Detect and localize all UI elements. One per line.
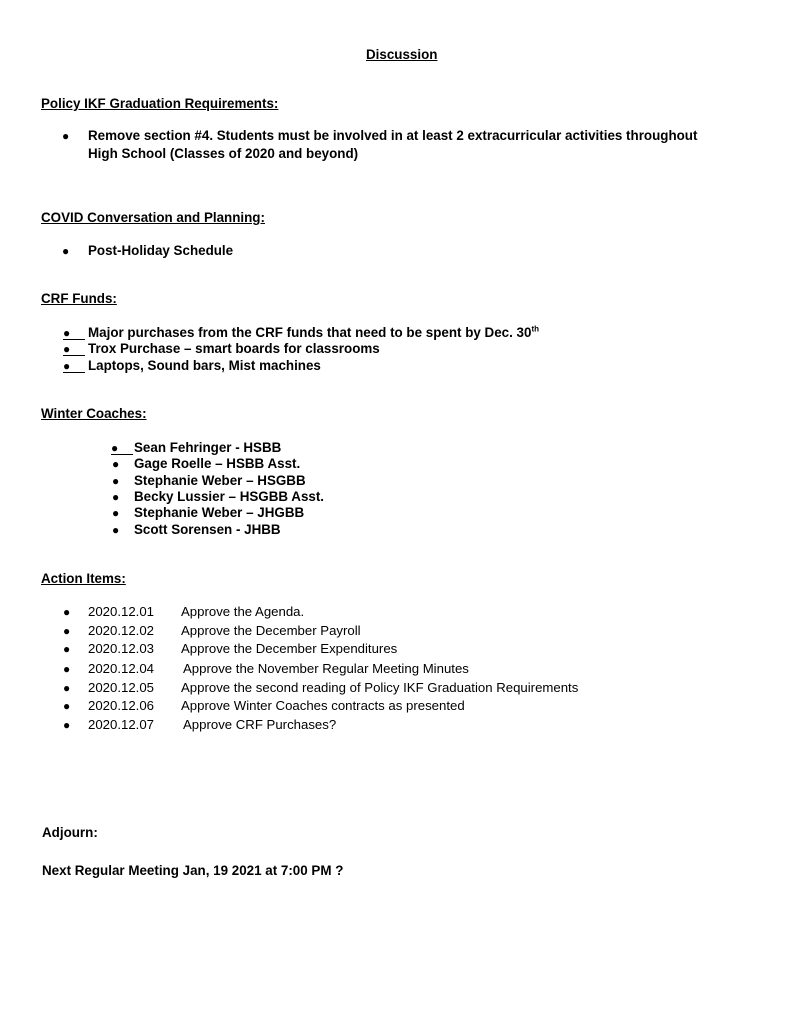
- coach-item: Becky Lussier – HSGBB Asst.: [134, 489, 325, 504]
- coach-item: Stephanie Weber – JHGBB: [134, 505, 305, 520]
- action-text: Approve Winter Coaches contracts as presented: [181, 698, 465, 713]
- bullet-icon: ●: [63, 605, 71, 619]
- crf-item: Trox Purchase – smart boards for classrooms: [88, 341, 380, 356]
- bullet-icon: ●: [111, 440, 133, 455]
- actions-heading: Action Items:: [41, 571, 126, 586]
- bullet-icon: ●: [63, 642, 71, 656]
- crf-item: [88, 325, 539, 341]
- bullet-icon: ●: [112, 490, 120, 504]
- bullet-icon: ●: [63, 325, 85, 340]
- action-code: 2020.12.03: [88, 641, 155, 656]
- bullet-icon: ●: [112, 457, 120, 471]
- action-text: Approve the Agenda.: [181, 604, 305, 619]
- next-meeting: Next Regular Meeting Jan, 19 2021 at 7:00 PM ?: [42, 863, 344, 878]
- bullet-icon: ●: [63, 681, 71, 695]
- action-text: Approve the December Expenditures: [181, 641, 398, 656]
- action-code: 2020.12.02: [88, 623, 155, 638]
- policy-item-cont: High School (Classes of 2020 and beyond): [88, 146, 359, 161]
- bullet-icon: ●: [112, 474, 120, 488]
- coaches-heading: Winter Coaches:: [41, 406, 147, 421]
- action-code: 2020.12.07: [88, 717, 155, 732]
- bullet-icon: ●: [63, 358, 85, 373]
- action-text: Approve the November Regular Meeting Minutes: [183, 661, 469, 676]
- bullet-icon: ●: [62, 129, 70, 143]
- coach-item: Stephanie Weber – HSGBB: [134, 473, 306, 488]
- action-code: 2020.12.06: [88, 698, 155, 713]
- action-text: Approve CRF Purchases?: [183, 717, 337, 732]
- bullet-icon: ●: [62, 244, 70, 258]
- coach-item: Gage Roelle – HSBB Asst.: [134, 456, 301, 471]
- bullet-icon: ●: [112, 506, 120, 520]
- action-code: 2020.12.05: [88, 680, 155, 695]
- action-code: 2020.12.04: [88, 661, 155, 676]
- bullet-icon: ●: [63, 718, 71, 732]
- crf-heading: CRF Funds:: [41, 291, 117, 306]
- crf-item-sup: th: [531, 324, 540, 334]
- covid-item: Post-Holiday Schedule: [88, 243, 234, 258]
- crf-item-text: Major purchases from the CRF funds that need to be spent by Dec. 30: [88, 325, 532, 340]
- bullet-icon: ●: [63, 624, 71, 638]
- coach-item: Scott Sorensen - JHBB: [134, 522, 281, 537]
- crf-item: Laptops, Sound bars, Mist machines: [88, 358, 321, 373]
- policy-item: Remove section #4. Students must be involved in at least 2 extracurricular activities throughout: [88, 128, 698, 143]
- adjourn-label: Adjourn:: [42, 825, 98, 840]
- bullet-icon: ●: [63, 699, 71, 713]
- action-text: Approve the second reading of Policy IKF Graduation Requirements: [181, 680, 579, 695]
- bullet-icon: ●: [63, 341, 85, 356]
- bullet-icon: ●: [63, 662, 71, 676]
- coach-item: Sean Fehringer - HSBB: [134, 440, 282, 455]
- action-text: Approve the December Payroll: [181, 623, 361, 638]
- document-title: Discussion: [366, 47, 438, 62]
- covid-heading: COVID Conversation and Planning:: [41, 210, 265, 225]
- policy-heading: Policy IKF Graduation Requirements:: [41, 96, 279, 111]
- bullet-icon: ●: [112, 523, 120, 537]
- action-code: 2020.12.01: [88, 604, 155, 619]
